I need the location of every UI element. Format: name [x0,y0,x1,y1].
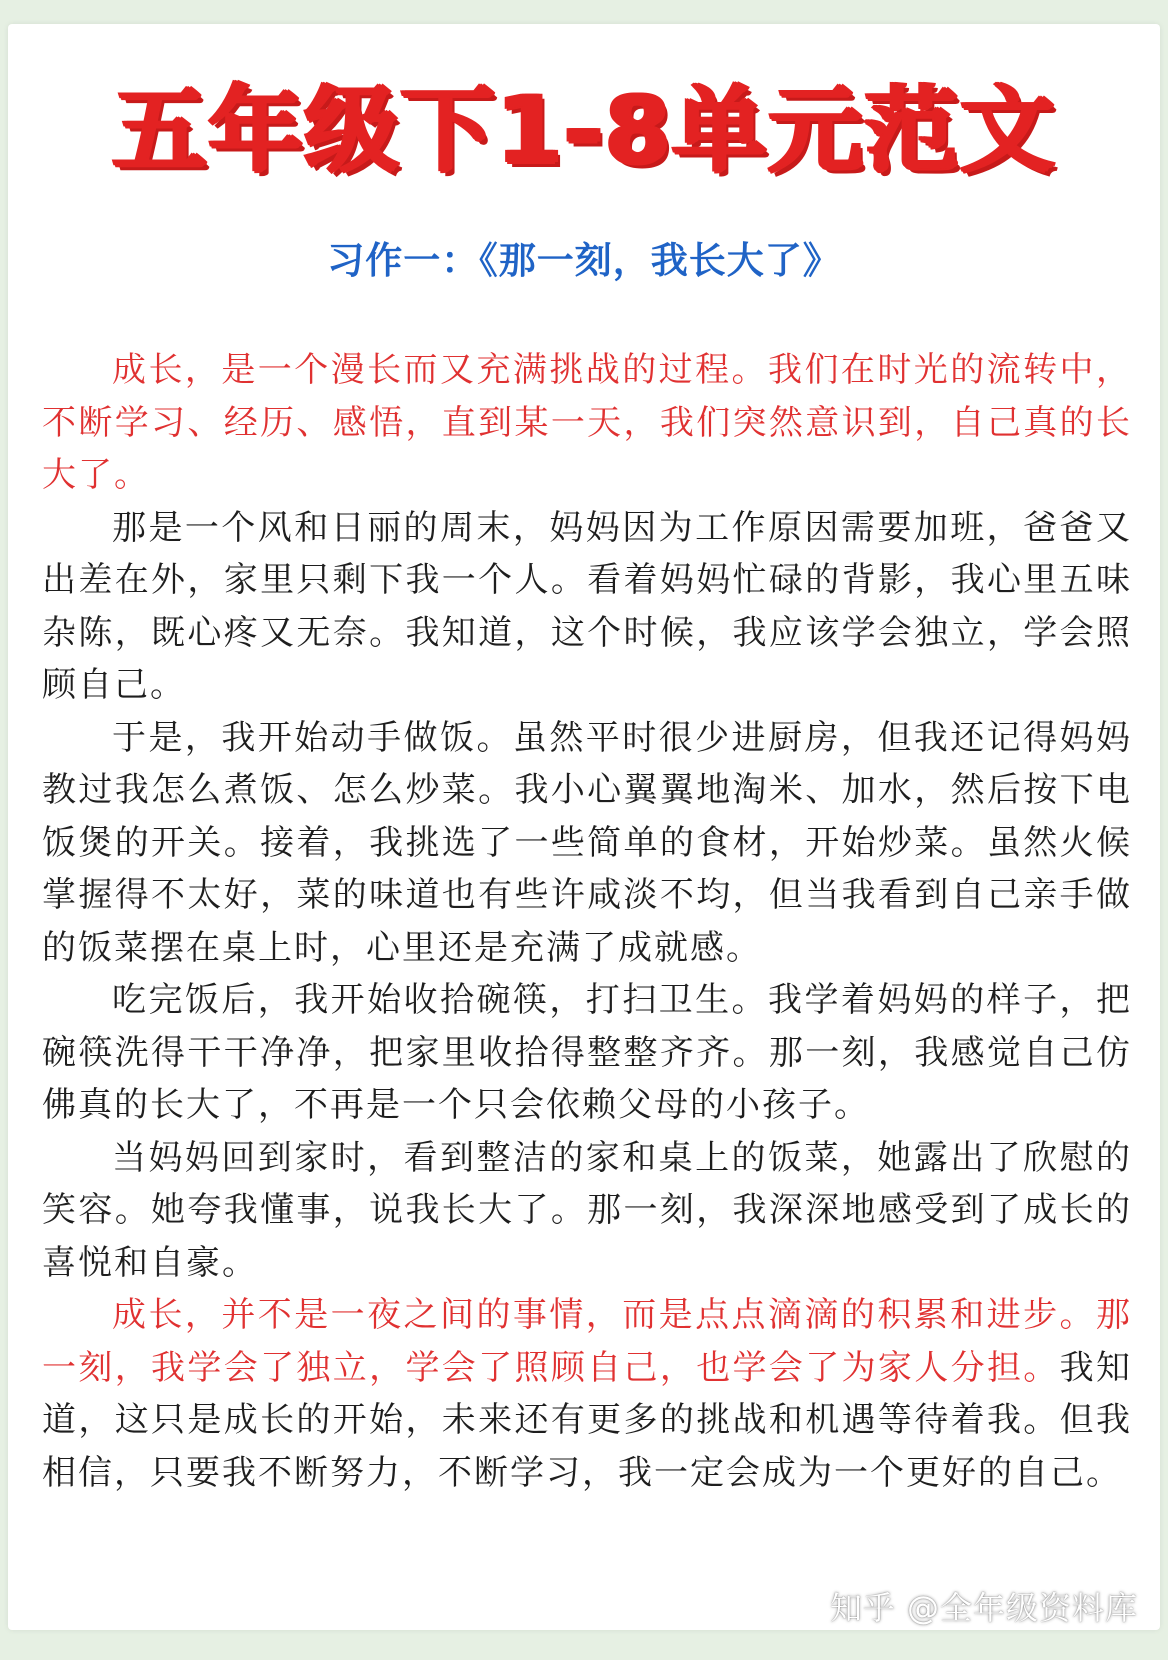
essay-body [42,344,1132,1499]
essay-paragraph-6 [42,1289,1132,1499]
essay-paragraph-5: 当妈妈回到家时，看到整洁的家和桌上的饭菜，她露出了欣慰的笑容。她夸我懂事，说我长大了。那一刻，我深深地感受到了成长的喜悦和自豪。 [42,1137,1132,1283]
essay-paragraph-3: 于是，我开始动手做饭。虽然平时很少进厨房，但我还记得妈妈教过我怎么煮饭、怎么炒菜。我小心翼翼地淘米、加水，然后按下电饭煲的开关。接着，我挑选了一些简单的食材，开始炒菜。虽然火候掌握得不太好，菜的味道也有些许咸淡不均，但当我看到自己亲手做的饭菜摆在桌上时，心里还是充满了成就感。 [42,717,1132,968]
essay-paragraph-2: 那是一个风和日丽的周末，妈妈因为工作原因需要加班，爸爸又出差在外，家里只剩下我一个人。看着妈妈忙碌的背影，我心里五味杂陈，既心疼又无奈。我知道，这个时候，我应该学会独立，学会照顾自己。 [42,507,1132,705]
essay-subtitle-text: 习作一：《那一刻，我长大了》 [327,239,841,282]
essay-paragraph-1: 成长，是一个漫长而又充满挑战的过程。我们在时光的流转中，不断学习、经历、感悟，直到某一天，我们突然意识到，自己真的长大了。 [42,350,1132,495]
essay-paragraph-4: 吃完饭后，我开始收拾碗筷，打扫卫生。我学着妈妈的样子，把碗筷洗得干干净净，把家里收拾得整整齐齐。那一刻，我感觉自己仿佛真的长大了，不再是一个只会依赖父母的小孩子。 [42,980,1132,1125]
essay-subtitle [321,237,847,285]
watermark: 知乎 @全年级资料库 [829,1589,1138,1627]
document-page [8,24,1160,1630]
essay-paragraph-6-body: 我知道，这只是成长的开始，未来还有更多的挑战和机遇等待着我。但我相信，只要我不断努力，不断学习，我一定会成为一个更好的自己。 [42,1347,1133,1493]
subtitle-container [8,237,1160,285]
essay-paragraph-6-emphasis: 成长，并不是一夜之间的事情，而是点点滴滴的积累和进步。那一刻，我学会了独立，学会了照顾自己，也学会了为家人分担。 [42,1295,1132,1388]
page-title: 五年级下1-8单元范文 [112,76,1056,185]
